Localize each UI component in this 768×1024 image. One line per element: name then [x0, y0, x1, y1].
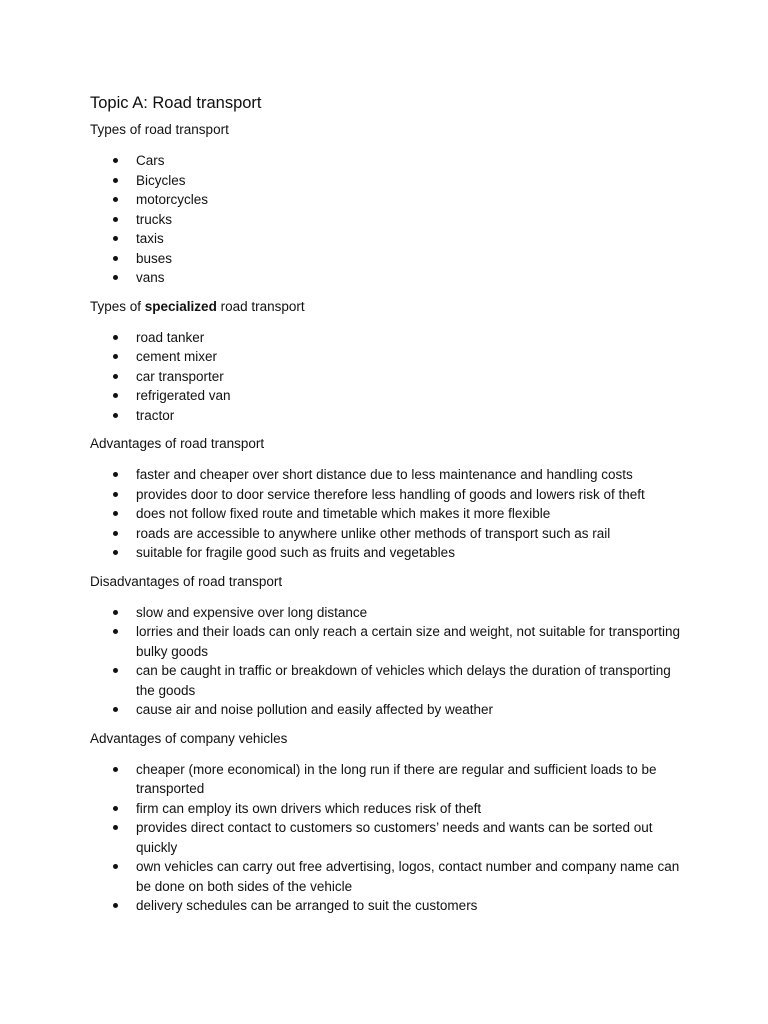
bullet-icon — [113, 550, 118, 555]
list-item-text: delivery schedules can be arranged to suit the customers — [136, 898, 478, 913]
list-item — [90, 543, 690, 563]
bullet-icon — [113, 178, 118, 183]
list-item — [90, 818, 690, 857]
list-item — [90, 347, 690, 367]
bullet-icon — [113, 256, 118, 261]
bullet-icon — [113, 903, 118, 908]
list-item — [90, 465, 690, 485]
list-item-text: vans — [136, 270, 165, 285]
heading-text-prefix: Types of — [90, 298, 145, 314]
list-item-text: Cars — [136, 153, 165, 168]
list-item-text: provides direct contact to customers so customers’ needs and wants can be sorted out quickly — [136, 820, 653, 855]
list-item-text: cheaper (more economical) in the long run if there are regular and sufficient loads to be transported — [136, 761, 657, 796]
list-item — [90, 857, 690, 896]
section-heading-types: Types of road transport — [90, 122, 229, 137]
disadvantages-list — [90, 603, 690, 720]
list-item-text: suitable for fragile good such as fruits and vegetables — [136, 545, 455, 560]
list-item-text: cement mixer — [136, 349, 218, 364]
section-heading-company-vehicles: Advantages of company vehicles — [90, 730, 288, 746]
list-item-text: slow and expensive over long distance — [136, 604, 368, 620]
bullet-icon — [113, 492, 118, 497]
list-item — [90, 229, 690, 249]
heading-text-bold: specialized — [144, 298, 217, 314]
company-vehicles-list — [90, 760, 690, 916]
list-item — [90, 406, 690, 426]
bullet-icon — [113, 335, 118, 340]
heading-text-suffix: road transport — [216, 298, 305, 314]
bullet-icon — [113, 707, 118, 712]
bullet-icon — [113, 610, 118, 615]
list-item-text: roads are accessible to anywhere unlike other methods of transport such as rail — [136, 525, 611, 541]
list-item — [90, 504, 690, 524]
section-heading-disadvantages: Disadvantages of road transport — [90, 573, 283, 589]
list-item — [90, 485, 690, 505]
list-item-text: Bicycles — [136, 172, 186, 188]
bullet-icon — [113, 864, 118, 869]
list-item — [90, 603, 690, 623]
list-item — [90, 799, 690, 819]
list-item — [90, 367, 690, 387]
list-item-text: trucks — [136, 211, 173, 227]
list-item-text: car transporter — [136, 368, 224, 384]
list-item-text: firm can employ its own drivers which reduces risk of theft — [136, 800, 482, 816]
list-item-text: buses — [136, 250, 173, 266]
list-item — [90, 249, 690, 269]
list-item — [90, 268, 690, 288]
list-item-text: own vehicles can carry out free advertising, logos, contact number and company name can be done on both sides of the vehicle — [136, 859, 680, 894]
list-item-text: cause air and noise pollution and easily affected by weather — [136, 702, 493, 717]
bullet-icon — [113, 275, 118, 280]
bullet-icon — [113, 217, 118, 222]
list-item — [90, 524, 690, 544]
list-item-text: motorcycles — [136, 192, 209, 207]
list-item — [90, 896, 690, 916]
list-item-text: does not follow fixed route and timetable which makes it more flexible — [136, 506, 551, 521]
bullet-icon — [113, 629, 118, 634]
bullet-icon — [113, 413, 118, 418]
advantages-list — [90, 465, 690, 563]
list-item — [90, 151, 690, 171]
document-content — [90, 92, 690, 926]
bullet-icon — [113, 374, 118, 379]
list-item — [90, 386, 690, 406]
bullet-icon — [113, 511, 118, 516]
list-item — [90, 210, 690, 230]
list-item-text: provides door to door service therefore less handling of goods and lowers risk of theft — [136, 486, 645, 502]
list-item-text: lorries and their loads can only reach a certain size and weight, not suitable for transporting bulky goods — [136, 624, 681, 659]
list-item — [90, 171, 690, 191]
section-heading-advantages: Advantages of road transport — [90, 436, 265, 451]
list-item — [90, 190, 690, 210]
bullet-icon — [113, 393, 118, 398]
document-title: Topic A: Road transport — [90, 94, 262, 112]
bullet-icon — [113, 806, 118, 811]
bullet-icon — [113, 354, 118, 359]
bullet-icon — [113, 825, 118, 830]
bullet-icon — [113, 158, 118, 163]
list-item-text: taxis — [136, 231, 164, 246]
section-heading-specialized — [90, 298, 690, 316]
types-list — [90, 151, 690, 288]
list-item-text: faster and cheaper over short distance due to less maintenance and handling costs — [136, 467, 633, 482]
specialized-list — [90, 328, 690, 426]
bullet-icon — [113, 236, 118, 241]
list-item — [90, 328, 690, 348]
list-item-text: refrigerated van — [136, 388, 231, 403]
list-item — [90, 622, 690, 661]
list-item-text: can be caught in traffic or breakdown of vehicles which delays the duration of transporting the goods — [136, 663, 671, 698]
bullet-icon — [113, 668, 118, 673]
bullet-icon — [113, 472, 118, 477]
bullet-icon — [113, 197, 118, 202]
list-item-text: road tanker — [136, 329, 205, 345]
list-item — [90, 661, 690, 700]
bullet-icon — [113, 531, 118, 536]
list-item-text: tractor — [136, 407, 175, 423]
list-item — [90, 700, 690, 720]
list-item — [90, 760, 690, 799]
bullet-icon — [113, 767, 118, 772]
